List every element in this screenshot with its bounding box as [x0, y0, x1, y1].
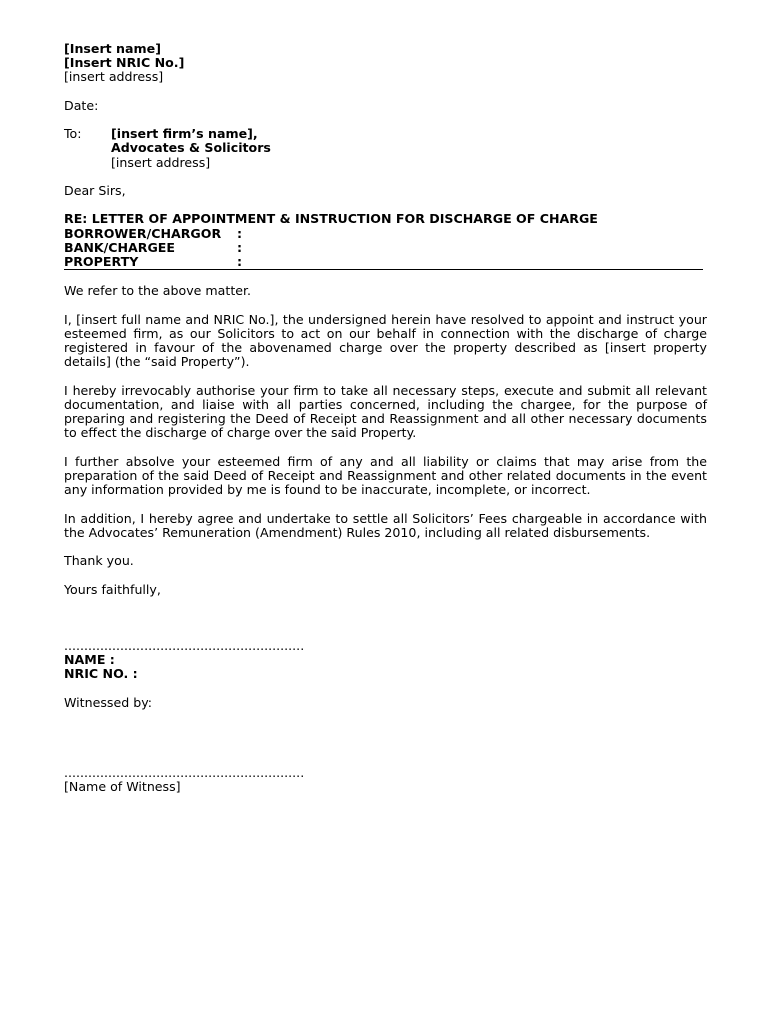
signature-line: ............................................................ [64, 637, 305, 653]
sender-name: [Insert name] [64, 41, 161, 56]
closing-thanks: Thank you. [64, 553, 134, 569]
to-label: To: [64, 126, 82, 142]
witness-signature-line: ............................................................ [64, 764, 305, 780]
signature-name-label: NAME : [64, 651, 115, 667]
witness-label: Witnessed by: [64, 694, 152, 710]
reference-row [64, 241, 703, 255]
reference-separator: : [237, 239, 243, 255]
body-paragraph: I, [insert full name and NRIC No.], the undersigned herein have resolved to appoint and instruct your esteemed firm, as our Solicitors to act on our behalf in connection with the discharge of charge registered in favour of the abovenamed charge over the property described as [insert property details] (the “said Property”). [64, 311, 707, 370]
signature-nric-label: NRIC NO. : [64, 666, 138, 682]
sender-block [64, 42, 707, 85]
body-paragraph: We refer to the above matter. [64, 283, 252, 299]
reference-block [64, 212, 703, 270]
reference-row [64, 227, 703, 241]
witness-name: [Name of Witness] [64, 778, 181, 794]
reference-label: BORROWER/CHARGOR [64, 225, 222, 241]
recipient-address: [insert address] [111, 154, 211, 170]
reference-title: RE: LETTER OF APPOINTMENT & INSTRUCTION FOR DISCHARGE OF CHARGE [64, 211, 598, 227]
signature-block [64, 639, 707, 682]
salutation: Dear Sirs, [64, 182, 126, 198]
body-paragraph: I further absolve your esteemed firm of any and all liability or claims that may arise from the preparation of the said Deed of Receipt and Reassignment and other related documents in the event any information provided by me is found to be inaccurate, incomplete, or incorrect. [64, 453, 707, 498]
sender-address: [insert address] [64, 69, 164, 85]
body-paragraph: I hereby irrevocably authorise your firm to take all necessary steps, execute and submit all relevant documentation, and liaise with all parties concerned, including the chargee, for the purpose of preparing and registering the Deed of Receipt and Reassignment and all other necessary documents to effect the discharge of charge over the said Property. [64, 382, 707, 441]
witness-block [64, 766, 707, 794]
reference-label: BANK/CHARGEE [64, 239, 176, 255]
reference-row [64, 255, 703, 269]
sender-nric: [Insert NRIC No.] [64, 55, 185, 71]
reference-label: PROPERTY [64, 253, 139, 269]
closing-signoff: Yours faithfully, [64, 581, 161, 597]
body-paragraph: In addition, I hereby agree and undertake to settle all Solicitors’ Fees chargeable in accordance with the Advocates’ Remuneration (Amendment) Rules 2010, including all related disbursements. [64, 510, 707, 540]
recipient-block [64, 127, 707, 170]
recipient-firm-name: [insert firm’s name], [111, 126, 258, 142]
date-label: Date: [64, 97, 99, 113]
reference-separator: : [237, 253, 243, 269]
recipient-firm-type: Advocates & Solicitors [111, 140, 271, 156]
reference-separator: : [237, 225, 243, 241]
letter-document [64, 42, 707, 794]
